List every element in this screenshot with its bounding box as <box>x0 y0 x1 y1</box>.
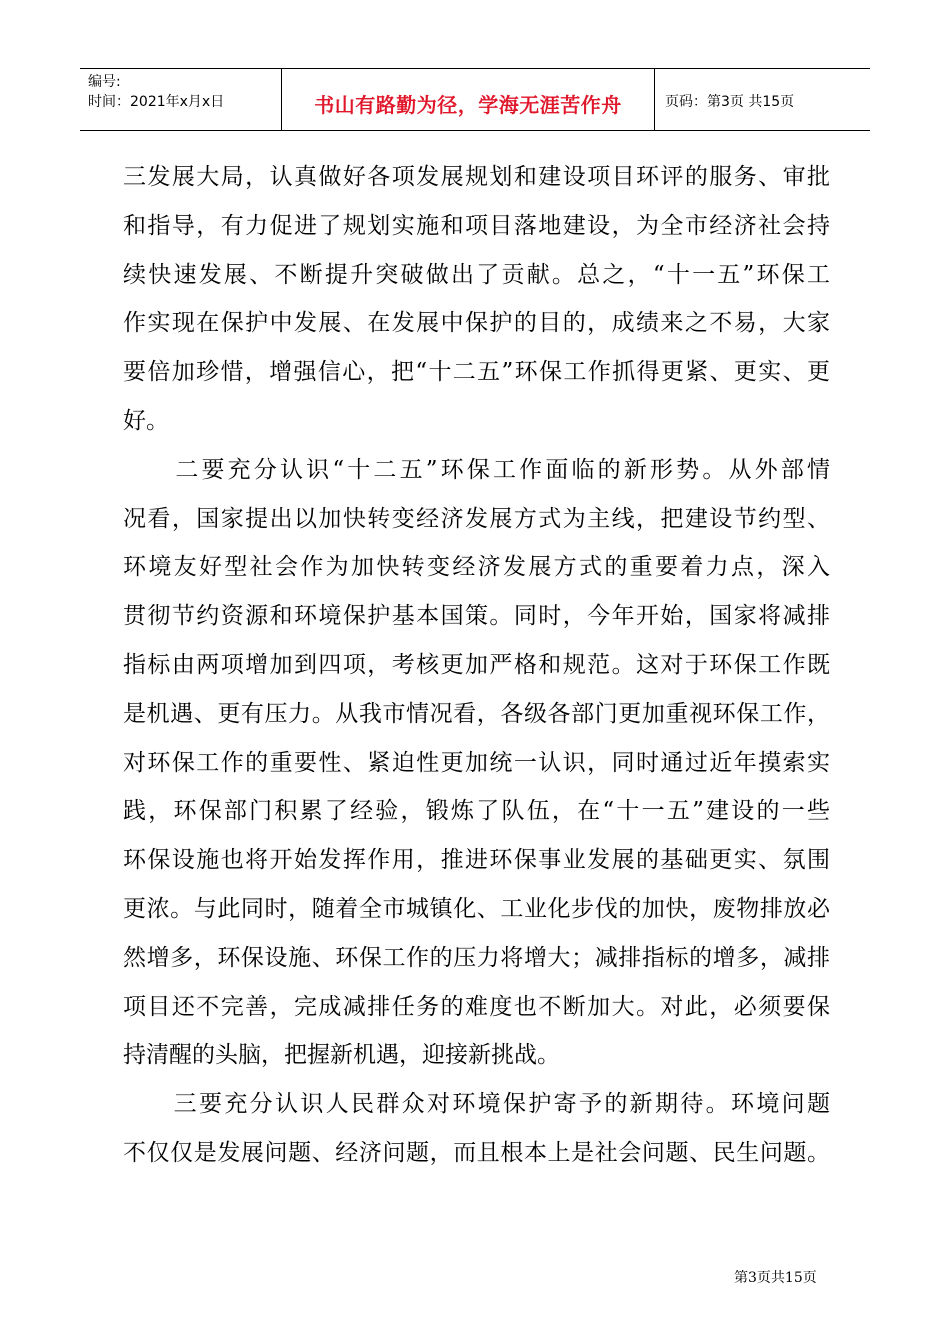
document-body <box>123 153 830 1178</box>
page-footer-number: 第3页共15页 <box>734 1270 817 1286</box>
body-line: 好。 <box>123 407 169 434</box>
body-line: 指标由两项增加到四项，考核更加严格和规范。这对于环保工作既 <box>123 651 830 678</box>
body-line: 环保设施也将开始发挥作用，推进环保事业发展的基础更实、氛围 <box>123 847 830 874</box>
body-line: 更浓。与此同时，随着全市城镇化、工业化步伐的加快，废物排放必 <box>123 895 830 922</box>
body-line: 贯彻节约资源和环境保护基本国策。同时，今年开始，国家将减排 <box>123 603 830 630</box>
body-line: 然增多，环保设施、环保工作的压力将增大；减排指标的增多，减排 <box>123 944 830 971</box>
header-page-number: 页码：第3页 共15页 <box>665 94 795 110</box>
body-line: 践，环保部门积累了经验，锻炼了队伍，在“十一五”建设的一些 <box>123 798 830 825</box>
body-line: 对环保工作的重要性、紧迫性更加统一认识，同时通过近年摸索实 <box>123 749 830 776</box>
document-number-label: 编号: <box>88 74 121 90</box>
body-line: 要倍加珍惜，增强信心，把“十二五”环保工作抓得更紧、更实、更 <box>123 359 830 386</box>
body-line: 况看，国家提出以加快转变经济发展方式为主线，把建设节约型、 <box>123 505 830 532</box>
body-line: 作实现在保护中发展、在发展中保护的目的，成绩来之不易，大家 <box>123 310 830 337</box>
header-motto-cell <box>282 69 655 130</box>
body-line: 续快速发展、不断提升突破做出了贡献。总之，“十一五”环保工 <box>123 261 830 288</box>
header-page-cell <box>655 69 870 130</box>
body-line: 三要充分认识人民群众对环境保护寄予的新期待。环境问题 <box>123 1091 830 1118</box>
motto-text: 书山有路勤为径，学海无涯苦作舟 <box>314 93 622 117</box>
body-line: 环境友好型社会作为加快转变经济发展方式的重要着力点，深入 <box>123 554 830 581</box>
document-date: 时间：2021年x月x日 <box>88 94 225 110</box>
body-line: 是机遇、更有压力。从我市情况看，各级各部门更加重视环保工作， <box>123 700 830 727</box>
body-line: 和指导，有力促进了规划实施和项目落地建设，为全市经济社会持 <box>123 212 830 239</box>
body-line: 二要充分认识“十二五”环保工作面临的新形势。从外部情 <box>123 456 830 483</box>
body-line: 不仅仅是发展问题、经济问题，而且根本上是社会问题、民生问题。 <box>123 1139 830 1166</box>
header-meta-cell <box>80 69 282 130</box>
body-line: 三发展大局，认真做好各项发展规划和建设项目环评的服务、审批 <box>123 164 830 190</box>
body-line: 持清醒的头脑，把握新机遇，迎接新挑战。 <box>123 1042 560 1069</box>
page-header <box>80 68 870 131</box>
body-line: 项目还不完善，完成减排任务的难度也不断加大。对此，必须要保 <box>123 993 830 1020</box>
